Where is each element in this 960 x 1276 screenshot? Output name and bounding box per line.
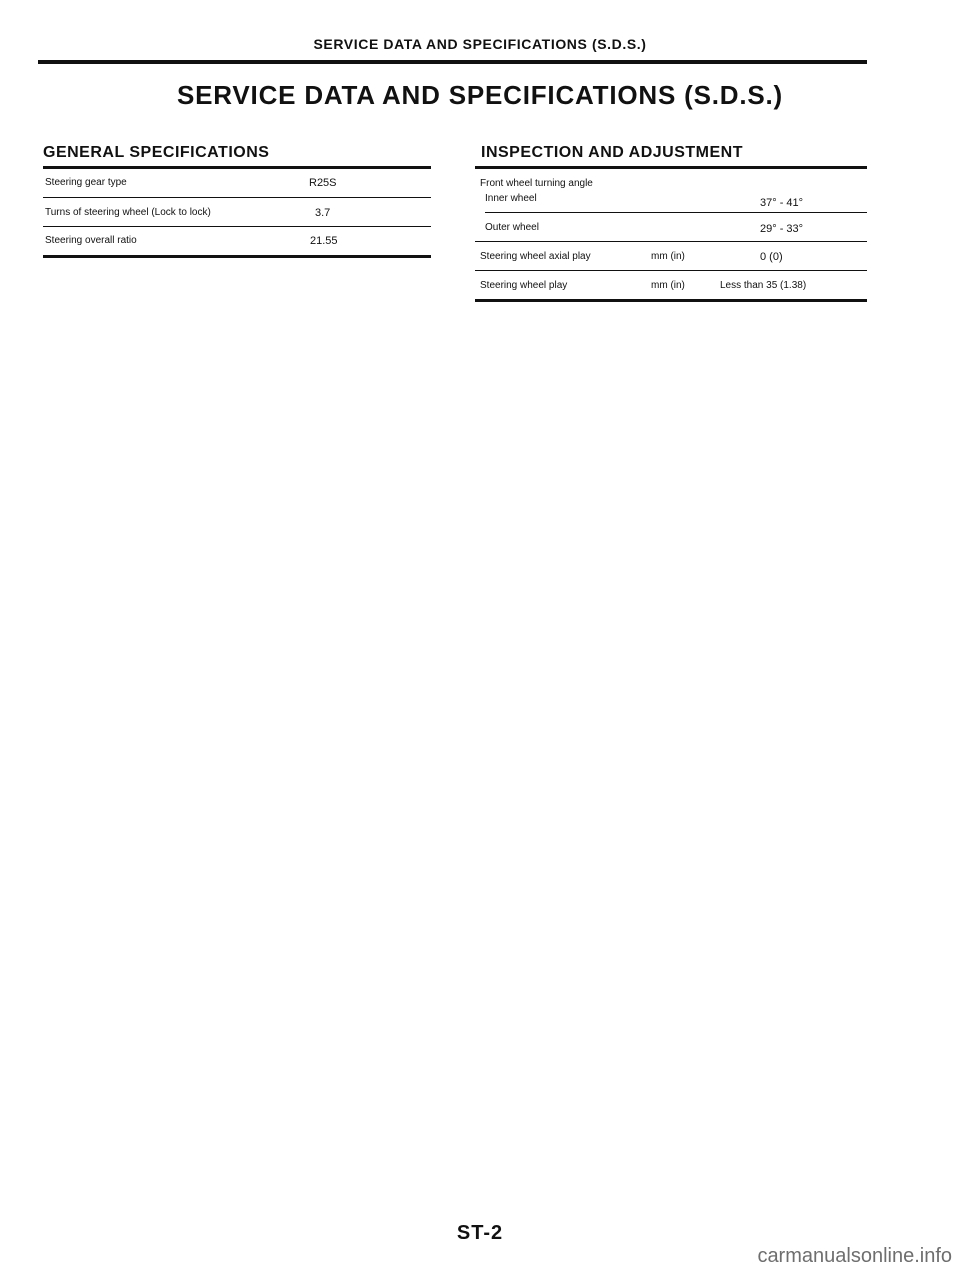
general-specifications-heading: GENERAL SPECIFICATIONS [43, 144, 270, 161]
table-row [475, 242, 867, 270]
axial-play-unit: mm (in) [651, 251, 685, 262]
header-rule [38, 60, 867, 64]
turning-angle-label: Front wheel turning angle [480, 178, 593, 189]
watermark: carmanualsonline.info [757, 1245, 952, 1267]
axial-play-value: 0 (0) [760, 251, 783, 263]
inner-wheel-label: Inner wheel [485, 193, 537, 204]
table-row [475, 271, 867, 299]
outer-wheel-value: 29° - 33° [760, 223, 804, 235]
axial-play-label: Steering wheel axial play [480, 251, 591, 262]
outer-wheel-label: Outer wheel [485, 222, 539, 233]
table-row [43, 227, 431, 255]
table-row [475, 213, 867, 241]
wheel-play-value: Less than 35 (1.38) [720, 280, 807, 291]
row-label: Steering gear type [45, 177, 127, 188]
row-value: R25S [309, 177, 337, 189]
page-number: ST-2 [456, 1222, 504, 1244]
page-title: SERVICE DATA AND SPECIFICATIONS (S.D.S.) [177, 80, 783, 110]
wheel-play-unit: mm (in) [651, 280, 685, 291]
table-row [475, 169, 867, 212]
inspection-adjustment-table [475, 166, 867, 302]
row-label: Steering overall ratio [45, 235, 137, 246]
row-value: 21.55 [310, 235, 338, 247]
row-value: 3.7 [315, 207, 331, 219]
general-specifications-table [43, 166, 431, 258]
table-bottom-rule [475, 299, 867, 302]
inner-wheel-value: 37° - 41° [760, 197, 804, 209]
table-row [43, 198, 431, 226]
table-row [43, 169, 431, 197]
inspection-adjustment-heading: INSPECTION AND ADJUSTMENT [481, 144, 743, 161]
running-header: SERVICE DATA AND SPECIFICATIONS (S.D.S.) [313, 36, 647, 52]
wheel-play-label: Steering wheel play [480, 280, 568, 291]
table-bottom-rule [43, 255, 431, 258]
row-label: Turns of steering wheel (Lock to lock) [45, 207, 211, 218]
